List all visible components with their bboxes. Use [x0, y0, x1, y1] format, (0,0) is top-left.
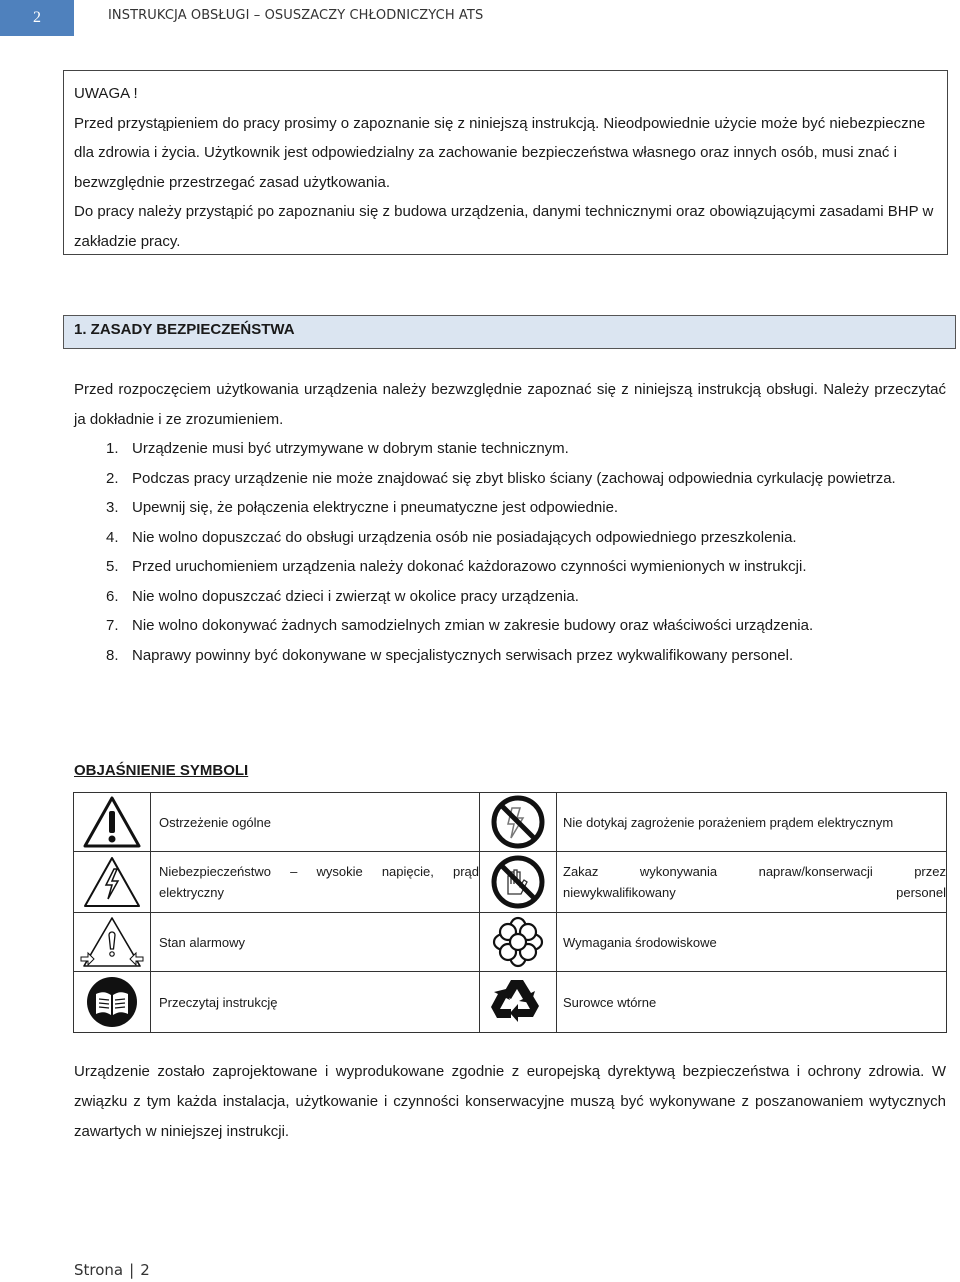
read-manual-icon [74, 972, 151, 1033]
list-item [74, 493, 948, 523]
symbol-label: Nie dotykaj zagrożenie porażeniem prądem elektrycznym [557, 793, 947, 852]
safety-intro [74, 375, 946, 434]
rule-text: Upewnij się, że połączenia elektryczne i pneumatyczne jest odpowiednie. [132, 499, 619, 516]
document-title: INSTRUKCJA OBSŁUGI – OSUSZACZY CHŁODNICZYCH ATS [108, 8, 484, 23]
footer-separator: | [129, 1261, 135, 1279]
list-item [74, 582, 948, 612]
symbols-table [73, 792, 947, 1033]
warning-heading: UWAGA ! [74, 85, 138, 102]
rule-number: 8. [106, 646, 119, 664]
rule-number: 1. [106, 440, 119, 457]
alarm-state-icon [74, 913, 151, 972]
safety-intro-text: Przed rozpoczęciem użytkowania urządzenia należy bezwzględnie zapoznać się z niniejszą instrukcją obsługi. Należy przeczytać ja dokładnie i ze zrozumieniem. [74, 381, 946, 428]
symbols-title: OBJAŚNIENIE SYMBOLI [74, 762, 249, 779]
symbol-label: Zakaz wykonywania napraw/konserwacji przez niewykwalifikowany personel [563, 864, 946, 900]
symbol-label: Surowce wtórne [557, 972, 947, 1033]
no-unqualified-repair-icon [480, 852, 557, 913]
recycle-icon [480, 972, 557, 1033]
general-warning-icon [74, 793, 151, 852]
flower-icon [480, 913, 557, 972]
list-item [74, 611, 948, 641]
rule-number: 2. [106, 469, 119, 487]
symbol-label: Wymagania środowiskowe [557, 913, 947, 972]
closing-paragraph: Urządzenie zostało zaprojektowane i wyprodukowane zgodnie z europejską dyrektywą bezpieczeństwa i ochrony zdrowia. W związku z tym każda instalacja, użytkowanie i czynności konserwacyjne muszą być wykonywane z poszanowaniem wytycznych zawartych w niniejszej instrukcji. [74, 1063, 946, 1140]
page-footer [74, 1261, 150, 1279]
list-item [74, 464, 948, 494]
table-row [74, 852, 947, 913]
table-row [74, 793, 947, 852]
section-title-safety: 1. ZASADY BEZPIECZEŃSTWA [63, 315, 956, 349]
no-touch-electric-icon [480, 793, 557, 852]
rule-text: Nie wolno dopuszczać dzieci i zwierząt w okolice pracy urządzenia. [132, 587, 579, 605]
list-item [74, 552, 948, 582]
rule-number: 5. [106, 558, 119, 575]
safety-rules-list [74, 434, 948, 670]
table-row [74, 913, 947, 972]
list-item [74, 523, 948, 553]
footer-page-number: 2 [140, 1261, 150, 1279]
rule-text: Naprawy powinny być dokonywane w specjalistycznych serwisach przez wykwalifikowany personel. [132, 646, 794, 664]
list-item [74, 434, 948, 464]
rule-text: Nie wolno dopuszczać do obsługi urządzenia osób nie posiadających odpowiedniego przeszkolenia. [132, 528, 797, 546]
page-number-box [0, 0, 74, 36]
page-number: 2 [33, 9, 41, 26]
list-item [74, 641, 948, 671]
symbol-label: Przeczytaj instrukcję [151, 972, 480, 1033]
table-row [74, 972, 947, 1033]
rule-text: Podczas pracy urządzenie nie może znajdować się zbyt blisko ściany (zachowaj odpowiednia cyrkulację powietrza. [132, 469, 896, 487]
rule-text: Nie wolno dokonywać żadnych samodzielnych zmian w zakresie budowy oraz właściwości urządzenia. [132, 617, 814, 634]
rule-number: 7. [106, 617, 119, 634]
high-voltage-icon [74, 852, 151, 913]
rule-text: Urządzenie musi być utrzymywane w dobrym stanie technicznym. [132, 440, 569, 457]
symbol-label: Ostrzeżenie ogólne [151, 793, 480, 852]
rule-text: Przed uruchomieniem urządzenia należy dokonać każdorazowo czynności wymienionych w instrukcji. [132, 558, 807, 575]
rule-number: 6. [106, 587, 119, 605]
symbol-label: Niebezpieczeństwo – wysokie napięcie, prąd elektryczny [159, 864, 479, 900]
rule-number: 3. [106, 499, 119, 516]
warning-text-2: Do pracy należy przystąpić po zapoznaniu się z budowa urządzenia, danymi technicznymi oraz obowiązującymi zasadami BHP w zakładzie pracy. [74, 203, 934, 250]
rule-number: 4. [106, 528, 119, 546]
warning-text-1: Przed przystąpieniem do pracy prosimy o zapoznanie się z niniejszą instrukcją. Nieodpowiednie użycie może być niebezpieczne dla zdrowia i życia. Użytkownik jest odpowiedzialny za zachowanie bezpieczeństwa własnego oraz innych osób, musi znać i bezwzględnie przestrzegać zasad użytkowania. [74, 114, 926, 191]
warning-box [63, 70, 948, 255]
footer-label: Strona [74, 1261, 124, 1279]
symbol-label: Stan alarmowy [151, 913, 480, 972]
